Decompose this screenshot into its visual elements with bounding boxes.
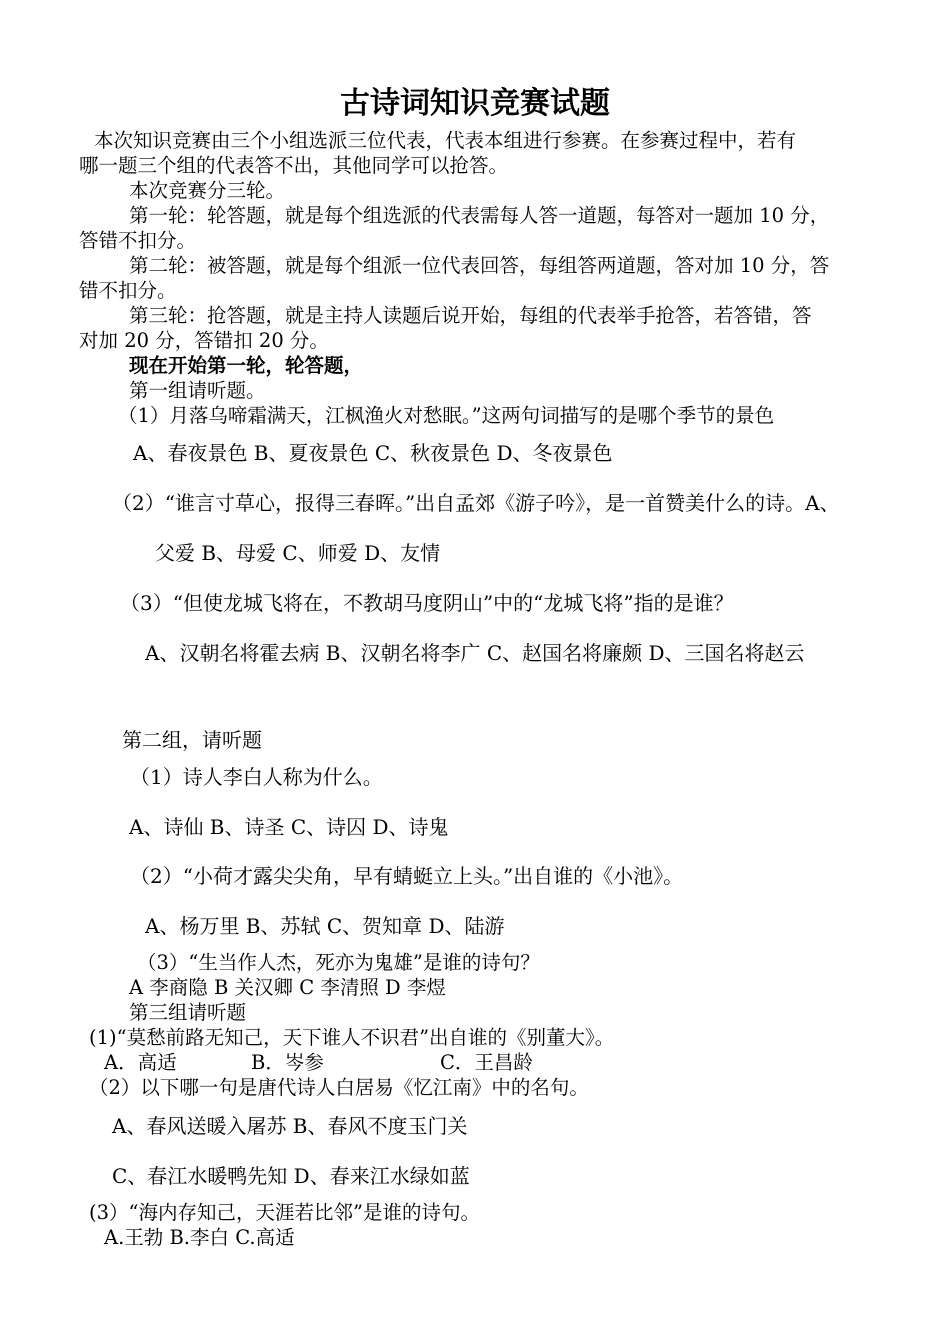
group2-question-3-options: A 李商隐 B 关汉卿 C 李清照 D 李煜: [129, 976, 446, 999]
group3-question-2-options-line-2: C、春江水暖鸭先知 D、春来江水绿如蓝: [112, 1164, 470, 1188]
group3-question-1-option-a: A．高适: [104, 1051, 177, 1074]
group3-question-3-options: A.王勃 B.李白 C.高适: [104, 1226, 295, 1249]
round3-rule-line-1: 第三轮：抢答题，就是主持人读题后说开始，每组的代表举手抢答，若答错，答: [129, 304, 812, 327]
group3-question-2: （2）以下哪一句是唐代诗人白居易《忆江南》中的名句。: [89, 1076, 589, 1099]
intro-paragraph-line-1: 本次知识竞赛由三个小组选派三位代表，代表本组进行参赛。在参赛过程中，若有: [94, 129, 797, 152]
group3-header: 第三组请听题: [129, 1001, 247, 1024]
group2-question-1-options: A、诗仙 B、诗圣 C、诗囚 D、诗鬼: [129, 815, 449, 839]
group1-question-1: （1）月落乌啼霜满天，江枫渔火对愁眠。”这两句词描写的是哪个季节的景色: [118, 404, 775, 427]
group3-question-1-option-c: C．王昌龄: [440, 1051, 533, 1074]
group1-question-3-options: A、汉朝名将霍去病 B、汉朝名将李广 C、赵国名将廉颇 D、三国名将赵云: [145, 641, 805, 665]
round1-start-heading: 现在开始第一轮，轮答题，: [129, 354, 364, 377]
round2-rule-line-1: 第二轮：被答题，就是每个组派一位代表回答，每组答两道题，答对加 10 分，答: [129, 254, 830, 277]
round1-rule-line-2: 答错不扣分。: [79, 229, 197, 252]
group1-question-2-options: 父爱 B、母爱 C、师爱 D、友情: [155, 541, 441, 565]
group3-question-3: (3）“海内存知己，天涯若比邻”是谁的诗句。: [89, 1201, 480, 1224]
group1-header: 第一组请听题。: [129, 379, 266, 402]
group3-question-1: (1)“莫愁前路无知己，天下谁人不识君”出自谁的《别董大》。: [89, 1026, 615, 1049]
group1-question-1-options: A、春夜景色 B、夏夜景色 C、秋夜景色 D、冬夜景色: [133, 441, 613, 465]
group2-question-3: （3）“生当作人杰，死亦为鬼雄”是谁的诗句？: [137, 951, 540, 974]
round3-rule-line-2: 对加 20 分，答错扣 20 分。: [79, 329, 329, 352]
round1-rule-line-1: 第一轮：轮答题，就是每个组选派的代表需每人答一道题，每答对一题加 10 分，: [129, 204, 830, 227]
intro-paragraph-line-2: 哪一题三个组的代表答不出，其他同学可以抢答。: [79, 154, 509, 177]
group2-question-1: （1）诗人李白人称为什么。: [130, 765, 383, 789]
rounds-intro: 本次竞赛分三轮。: [129, 179, 286, 202]
group3-question-1-option-b: B．岑参: [251, 1051, 324, 1074]
group2-header: 第二组，请听题: [122, 728, 262, 752]
group1-question-2: （2）“谁言寸草心，报得三春晖。”出自孟郊《游子吟》，是一首赞美什么的诗。A、: [112, 491, 840, 515]
round2-rule-line-2: 错不扣分。: [79, 279, 177, 302]
group1-question-3: （3）“但使龙城飞将在，不教胡马度阴山”中的“龙城飞将”指的是谁？: [120, 591, 734, 615]
group2-question-2: （2）“小荷才露尖尖角，早有蜻蜓立上头。”出自谁的《小池》。: [130, 864, 684, 888]
group2-question-2-options: A、杨万里 B、苏轼 C、贺知章 D、陆游: [145, 914, 505, 938]
group3-question-2-options-line-1: A、春风送暖入屠苏 B、春风不度玉门关: [112, 1114, 468, 1138]
document-title: 古诗词知识竞赛试题: [340, 86, 610, 121]
